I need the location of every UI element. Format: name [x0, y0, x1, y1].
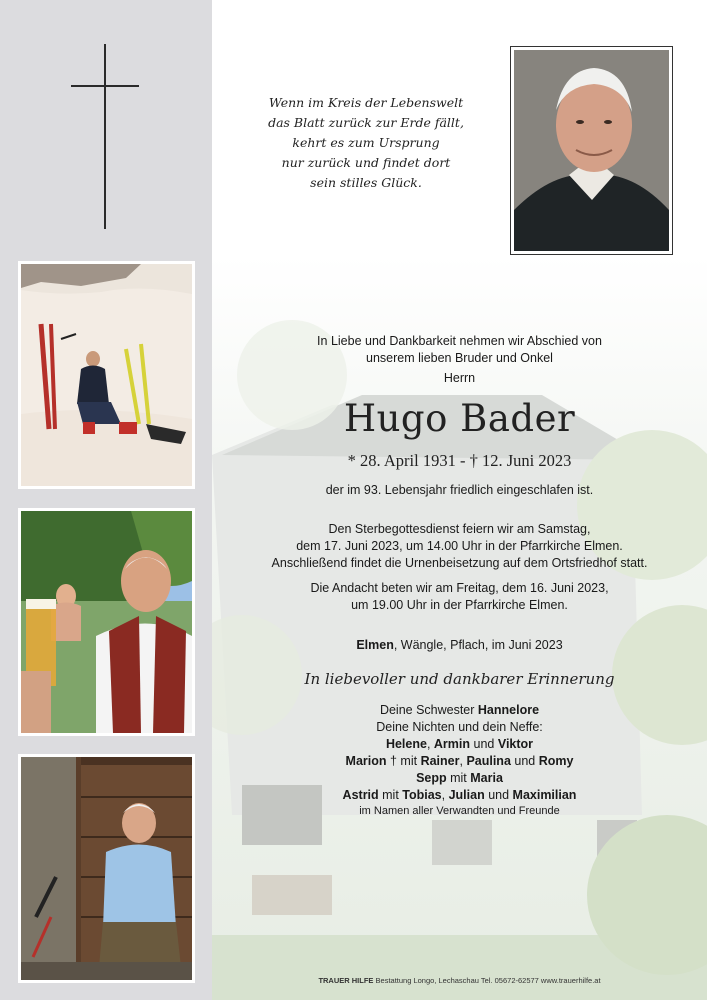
- mourner-line: [212, 753, 707, 770]
- mourner-line: [212, 787, 707, 804]
- prayer-line: um 19.00 Uhr in der Pfarrkirche Elmen.: [351, 598, 568, 612]
- mourner-name: Rainer: [420, 754, 460, 768]
- mourner-name: Sepp: [416, 771, 447, 785]
- place-bold: Elmen: [356, 638, 394, 652]
- text: ,: [459, 754, 467, 768]
- mourner-line: [212, 770, 707, 787]
- text: ,: [441, 788, 449, 802]
- poem-line: kehrt es zum Ursprung: [292, 135, 440, 150]
- text: mit: [378, 788, 403, 802]
- remembrance: In liebevoller und dankbarer Erinnerung: [304, 670, 615, 688]
- intro-line: In Liebe und Dankbarkeit nehmen wir Abschied von: [317, 334, 602, 348]
- photo-sitting: [18, 754, 195, 983]
- place-rest: , Wängle, Pflach, im Juni 2023: [393, 638, 563, 652]
- footer: [212, 976, 707, 985]
- text: und: [470, 737, 498, 751]
- text: † mit: [386, 754, 421, 768]
- age-line: der im 93. Lebensjahr friedlich eingeschlafen ist.: [325, 483, 594, 497]
- mourner-name: Armin: [433, 737, 471, 751]
- mourner-name: Marion: [345, 754, 387, 768]
- mourner-line: [212, 702, 707, 719]
- life-dates: * 28. April 1931 - † 12. Juni 2023: [347, 451, 572, 470]
- poem-line: Wenn im Kreis der Lebenswelt: [268, 95, 464, 110]
- footer-brand: TRAUER HILFE: [318, 976, 374, 985]
- cross-icon: [104, 44, 106, 229]
- mourner-name: Julian: [448, 788, 485, 802]
- text: und: [484, 788, 513, 802]
- prayer-line: Die Andacht beten wir am Freitag, dem 16. Juni 2023,: [310, 581, 609, 595]
- poem-line: sein stilles Glück.: [310, 175, 422, 190]
- poem-line: das Blatt zurück zur Erde fällt,: [268, 115, 464, 130]
- text: Deine Schwester: [379, 703, 478, 717]
- mourner-name: Viktor: [497, 737, 534, 751]
- portrait-photo: [510, 46, 673, 255]
- mourner-name: Maria: [470, 771, 503, 785]
- service-line: Den Sterbegottesdienst feiern wir am Samstag,: [328, 522, 591, 536]
- text: mit: [446, 771, 471, 785]
- deceased-name: Hugo Bader: [343, 397, 576, 440]
- relatives-line: im Namen aller Verwandten und Freunde: [359, 805, 560, 817]
- text: ,: [426, 737, 434, 751]
- cross-icon-bar: [71, 85, 139, 87]
- mourner-line: Deine Nichten und dein Neffe:: [376, 720, 543, 734]
- intro-line: unserem lieben Bruder und Onkel: [366, 351, 553, 365]
- footer-text: Bestattung Longo, Lechaschau Tel. 05672-62577 www.trauerhilfe.at: [373, 976, 601, 985]
- poem: [246, 93, 486, 193]
- service-line: Anschließend findet die Urnenbeisetzung auf dem Ortsfriedhof statt.: [271, 556, 648, 570]
- photo-skiing: [18, 261, 195, 489]
- mourner-name: Paulina: [466, 754, 511, 768]
- mourner-name: Hannelore: [477, 703, 540, 717]
- mourner-name: Helene: [385, 737, 427, 751]
- salutation: Herrn: [443, 371, 476, 385]
- service-line: dem 17. Juni 2023, um 14.00 Uhr in der Pfarrkirche Elmen.: [296, 539, 623, 553]
- place-date: [212, 637, 707, 654]
- text: und: [510, 754, 539, 768]
- mourner-name: Astrid: [342, 788, 379, 802]
- poem-line: nur zurück und findet dort: [281, 155, 451, 170]
- photo-beer: [18, 508, 195, 736]
- mourner-name: Tobias: [402, 788, 442, 802]
- mourner-name: Maximilian: [512, 788, 577, 802]
- mourner-name: Romy: [538, 754, 574, 768]
- mourner-line: [212, 736, 707, 753]
